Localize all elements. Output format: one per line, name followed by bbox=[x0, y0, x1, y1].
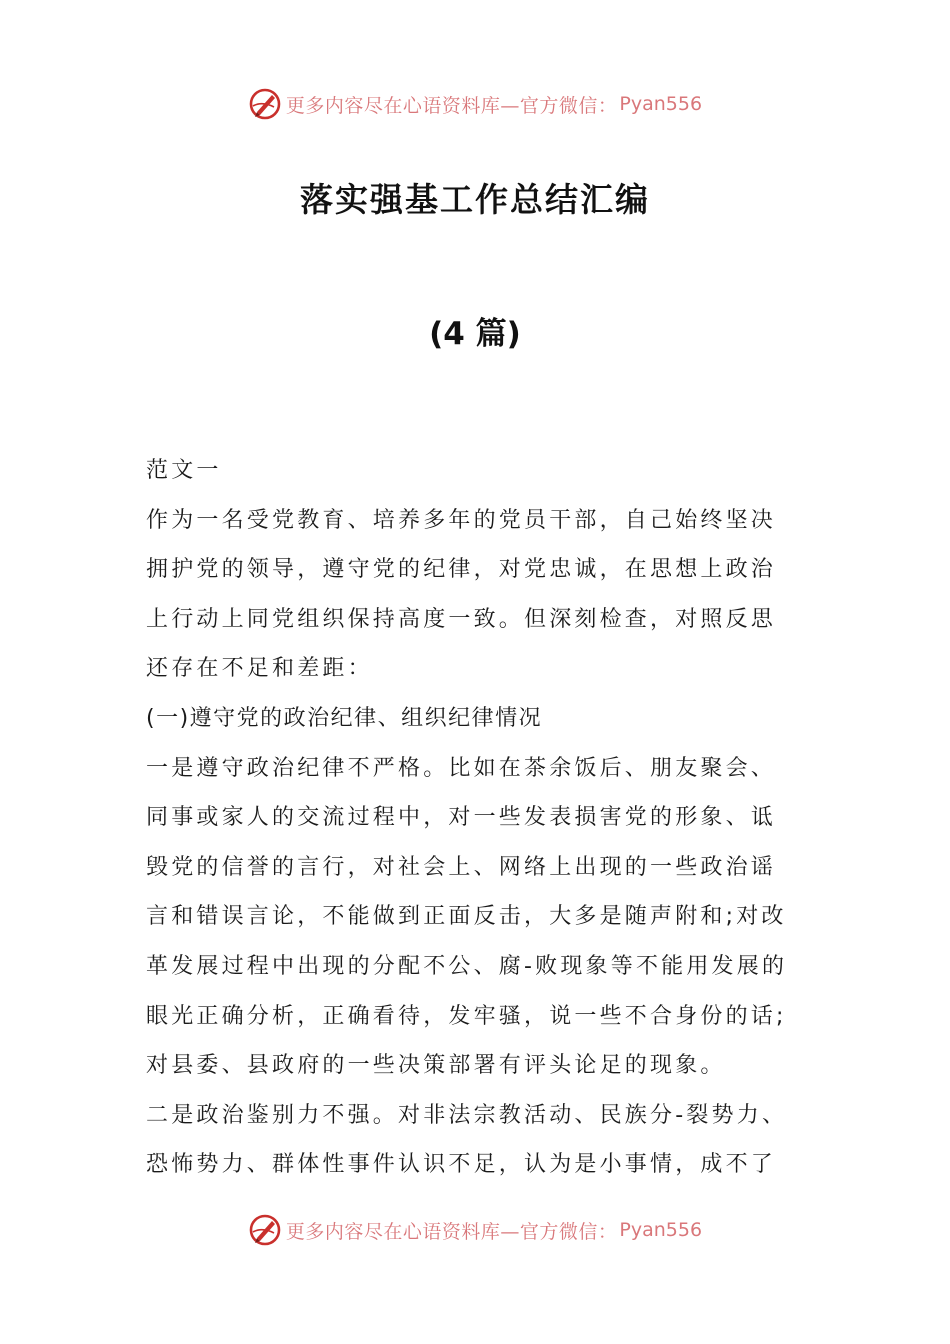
header-watermark bbox=[0, 84, 950, 124]
paragraph-line: 毁党的信誉的言行，对社会上、网络上出现的一些政治谣 bbox=[146, 854, 777, 880]
paragraph-line: 作为一名受党教育、培养多年的党员干部，自己始终坚决 bbox=[146, 507, 777, 533]
paragraph-line: 恐怖势力、群体性事件认识不足，认为是小事情，成不了 bbox=[146, 1152, 777, 1178]
watermark-id: Pyan556 bbox=[619, 93, 703, 115]
document-subtitle: (4 篇) bbox=[429, 316, 521, 352]
watermark-id: Pyan556 bbox=[619, 1219, 703, 1241]
paragraph-line: 言和错误言论，不能做到正面反击，大多是随声附和;对改 bbox=[146, 904, 787, 930]
section-label: 范文一 bbox=[146, 458, 222, 483]
watermark-text: 更多内容尽在心语资料库—官方微信： bbox=[285, 94, 618, 117]
pen-logo-icon bbox=[248, 87, 282, 121]
pen-logo-icon bbox=[248, 1213, 282, 1247]
paragraph-line: 革发展过程中出现的分配不公、腐-败现象等不能用发展的 bbox=[146, 953, 788, 979]
footer-watermark bbox=[0, 1210, 950, 1250]
paragraph-line: 对县委、县政府的一些决策部署有评头论足的现象。 bbox=[146, 1053, 726, 1079]
paragraph-line: 还存在不足和差距： bbox=[146, 656, 373, 682]
paragraph-line: 同事或家人的交流过程中，对一些发表损害党的形象、诋 bbox=[146, 805, 777, 831]
paragraph-line: 二是政治鉴别力不强。对非法宗教活动、民族分-裂势力、 bbox=[146, 1102, 788, 1128]
paragraph-line: 拥护党的领导，遵守党的纪律，对党忠诚，在思想上政治 bbox=[146, 557, 777, 583]
paragraph-line: 上行动上同党组织保持高度一致。但深刻检查，对照反思 bbox=[146, 606, 777, 632]
paragraph-line: 一是遵守政治纪律不严格。比如在茶余饭后、朋友聚会、 bbox=[146, 755, 777, 781]
document-title: 落实强基工作总结汇编 bbox=[300, 180, 650, 219]
section-heading: (一)遵守党的政治纪律、组织纪律情况 bbox=[146, 705, 543, 731]
watermark-text: 更多内容尽在心语资料库—官方微信： bbox=[285, 1220, 618, 1243]
document-body bbox=[146, 446, 810, 1190]
paragraph-line: 眼光正确分析，正确看待，发牢骚，说一些不合身份的话; bbox=[146, 1003, 787, 1029]
